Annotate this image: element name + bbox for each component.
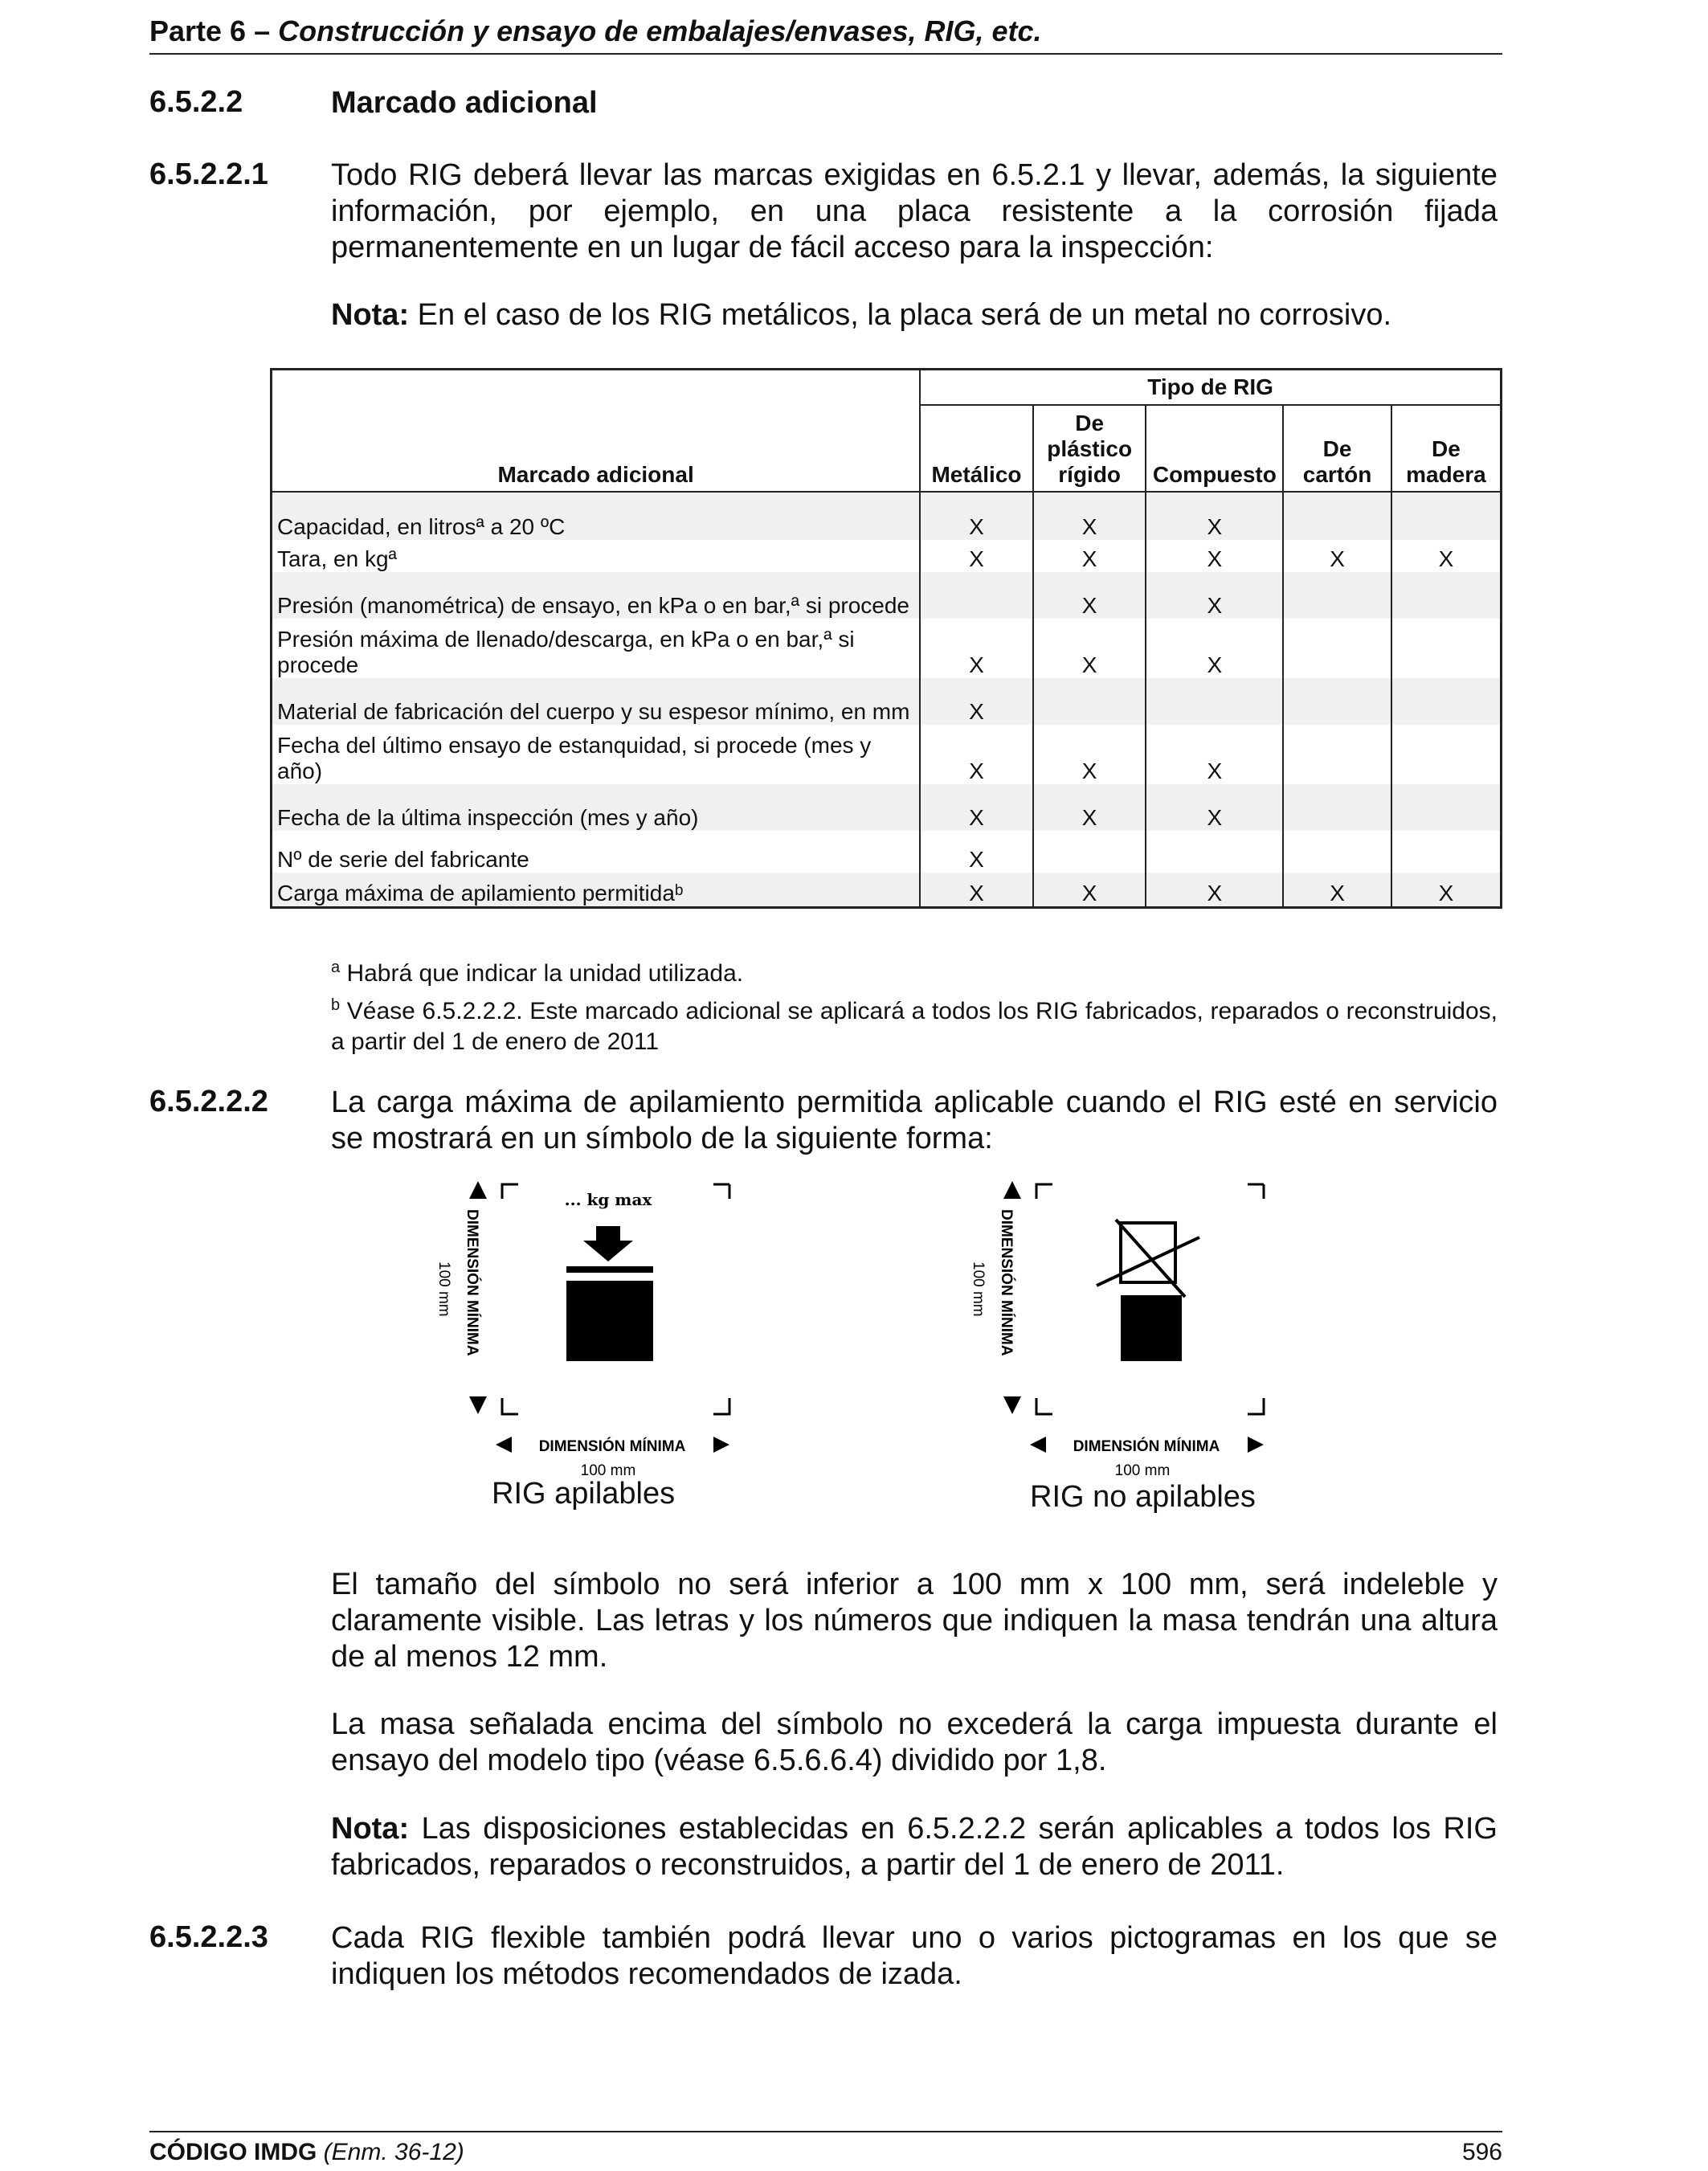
subsection-3-text: Cada RIG flexible también podrá llevar uno o varios pictogramas en los que se indiquen los métodos recomendados de izada. [331,1921,1498,1991]
arrow-left-icon [496,1437,512,1453]
table-cell [1033,831,1146,873]
note-1-text: En el caso de los RIG metálicos, la placa será de un metal no corrosivo. [409,298,1392,332]
table-cell: X [920,492,1033,540]
additional-marking-table [270,368,1502,909]
note-2-text: Las disposiciones establecidas en 6.5.2.2.2 serán aplicables a todos los RIG fabricados, reparados o reconstruidos, a partir del 1 de enero de 2011. [331,1812,1498,1882]
cross-line [1097,1237,1199,1286]
table-cell: X [920,784,1033,831]
table-row [272,873,1502,908]
load-arrow-icon [583,1226,633,1261]
table-row [272,619,1502,678]
note-1-label: Nota: [331,298,410,332]
table-cell [1146,831,1283,873]
arrow-up-icon [1003,1181,1021,1199]
rig-box-icon [566,1281,653,1361]
table-cell [1391,678,1502,725]
vertical-dimension-label: DIMENSIÓN MÍNIMA [464,1209,480,1356]
table-cell [920,572,1033,619]
table-cell [1283,572,1391,619]
load-bar [566,1266,653,1273]
table-row [272,831,1502,873]
page-header [149,14,1502,55]
table-cell [1283,784,1391,831]
part-title: Construcción y ensayo de embalajes/envases, RIG, etc. [278,14,1042,47]
table-cell [1283,678,1391,725]
table-cell [1283,492,1391,540]
vertical-dimension-value: 100 mm [970,1261,987,1317]
table-cell [1283,725,1391,784]
arrow-down-icon [1003,1396,1021,1414]
rig-box-icon [1121,1295,1182,1361]
table-cell [1391,619,1502,678]
row-label: Presión (manométrica) de ensayo, en kPa o en bar,ª si procede [272,572,921,619]
corner-mark [502,1398,518,1414]
table-row [272,678,1502,725]
note-2-label: Nota: [331,1812,410,1846]
table-row [272,725,1502,784]
table-header-rig-type: Tipo de RIG [920,370,1501,405]
table-cell: X [1033,619,1146,678]
table-row [272,492,1502,540]
col-header: De cartón [1283,405,1391,492]
table-cell: X [920,540,1033,572]
arrow-right-icon [1248,1437,1264,1453]
page-footer [149,2131,1502,2166]
footnote-b [331,990,1498,1057]
arrow-up-icon [469,1181,487,1199]
corner-mark [1036,1184,1052,1199]
table-cell: X [1146,725,1283,784]
table-cell [1391,725,1502,784]
table-cell: X [920,619,1033,678]
kg-max-label: ... kg max [564,1190,652,1209]
table-cell [1283,619,1391,678]
row-label: Capacidad, en litrosª a 20 ºC [272,492,921,540]
table-cell [1391,572,1502,619]
row-label: Fecha del último ensayo de estanquidad, si procede (mes y año) [272,725,921,784]
corner-mark [502,1184,518,1199]
row-label: Nº de serie del fabricante [272,831,921,873]
table-cell: X [1283,873,1391,908]
horizontal-dimension-value: 100 mm [580,1462,636,1479]
table-cell: X [1391,540,1502,572]
corner-mark [713,1184,729,1199]
footer-edition: (Enm. 36-12) [317,2139,464,2165]
table-cell: X [1033,873,1146,908]
table-cell: X [920,831,1033,873]
table-row [272,784,1502,831]
footnote-b-text: Véase 6.5.2.2.2. Este marcado adicional se aplicará a todos los RIG fabricados, reparados o reconstruidos, a partir del 1 de enero de 2011 [331,998,1498,1055]
paragraph-mass: La masa señalada encima del símbolo no excederá la carga impuesta durante el ensayo del modelo tipo (véase 6.5.6.6.4) dividido por 1,8. [331,1707,1498,1777]
col-header: Compuesto [1146,405,1283,492]
row-label: Carga máxima de apilamiento permitidaᵇ [272,873,921,908]
section-title: Marcado adicional [331,86,598,120]
table-row [272,540,1502,572]
subsection-2-number: 6.5.2.2.2 [149,1085,268,1118]
arrow-down-icon [469,1396,487,1414]
vertical-dimension-label: DIMENSIÓN MÍNIMA [998,1209,1015,1356]
non-stackable-symbol [960,1181,1281,1486]
footer-code-name: CÓDIGO IMDG [149,2139,317,2165]
table-cell [1033,678,1146,725]
arrow-right-icon [713,1437,729,1453]
arrow-left-icon [1030,1437,1046,1453]
table-cell [1391,831,1502,873]
table-cell: X [1391,873,1502,908]
table-cell [1283,831,1391,873]
table-header-marking: Marcado adicional [272,370,921,492]
row-label: Tara, en kgª [272,540,921,572]
footer-code [149,2139,464,2165]
part-label: Parte 6 – [149,14,279,47]
row-label: Fecha de la última inspección (mes y año) [272,784,921,831]
table-cell: X [1146,572,1283,619]
table-cell: X [1033,725,1146,784]
paragraph-symbol-size: El tamaño del símbolo no será inferior a 100 mm x 100 mm, será indeleble y claramente visible. Las letras y los números que indiquen la masa tendrán una altura de al menos 12 mm. [331,1568,1498,1674]
table-cell: X [920,678,1033,725]
table-cell: X [1033,540,1146,572]
table-cell: X [1033,492,1146,540]
subsection-2-text: La carga máxima de apilamiento permitida aplicable cuando el RIG esté en servicio se mostrará en un símbolo de la siguiente forma: [331,1086,1498,1155]
page-number: 596 [1461,2139,1502,2165]
corner-mark [1248,1184,1264,1199]
table-cell: X [1146,540,1283,572]
footnote-b-mark: b [331,996,341,1014]
table-cell: X [1146,619,1283,678]
stackable-symbol [418,1181,739,1486]
table-cell: X [920,725,1033,784]
table-cell: X [1146,492,1283,540]
table-cell: X [1146,873,1283,908]
subsection-3-number: 6.5.2.2.3 [149,1920,268,1954]
note-2 [331,1811,1498,1883]
horizontal-dimension-label: DIMENSIÓN MÍNIMA [1073,1438,1220,1455]
footnote-a [331,952,1498,989]
footnote-a-text: Habrá que indicar la unidad utilizada. [340,960,744,987]
table-row [272,572,1502,619]
row-label: Presión máxima de llenado/descarga, en kPa o en bar,ª si procede [272,619,921,678]
col-header: De plástico rígido [1033,405,1146,492]
corner-mark [713,1398,729,1414]
table-cell: X [920,873,1033,908]
table-cell: X [1283,540,1391,572]
table-cell: X [1033,784,1146,831]
row-label: Material de fabricación del cuerpo y su espesor mínimo, en mm [272,678,921,725]
section-number: 6.5.2.2 [149,85,243,119]
note-1 [331,297,1498,333]
table-cell: X [1033,572,1146,619]
subsection-1-number: 6.5.2.2.1 [149,157,268,191]
table-cell: X [1146,784,1283,831]
horizontal-dimension-value: 100 mm [1114,1462,1171,1479]
table-cell [1391,784,1502,831]
corner-mark [1036,1398,1052,1414]
subsection-1-text: Todo RIG deberá llevar las marcas exigidas en 6.5.2.1 y llevar, además, la siguiente información, por ejemplo, en una placa resistente a la corrosión fijada permanentemente en un lugar de fácil acceso para la inspección: [331,158,1498,264]
vertical-dimension-value: 100 mm [435,1261,452,1317]
col-header: Metálico [920,405,1033,492]
corner-mark [1248,1398,1264,1414]
col-header: De madera [1391,405,1502,492]
footnote-a-mark: a [331,959,341,976]
caption-non-stackable: RIG no apilables [1030,1480,1256,1514]
table-cell [1146,678,1283,725]
table-cell [1391,492,1502,540]
horizontal-dimension-label: DIMENSIÓN MÍNIMA [538,1438,686,1455]
caption-stackable: RIG apilables [492,1477,676,1511]
